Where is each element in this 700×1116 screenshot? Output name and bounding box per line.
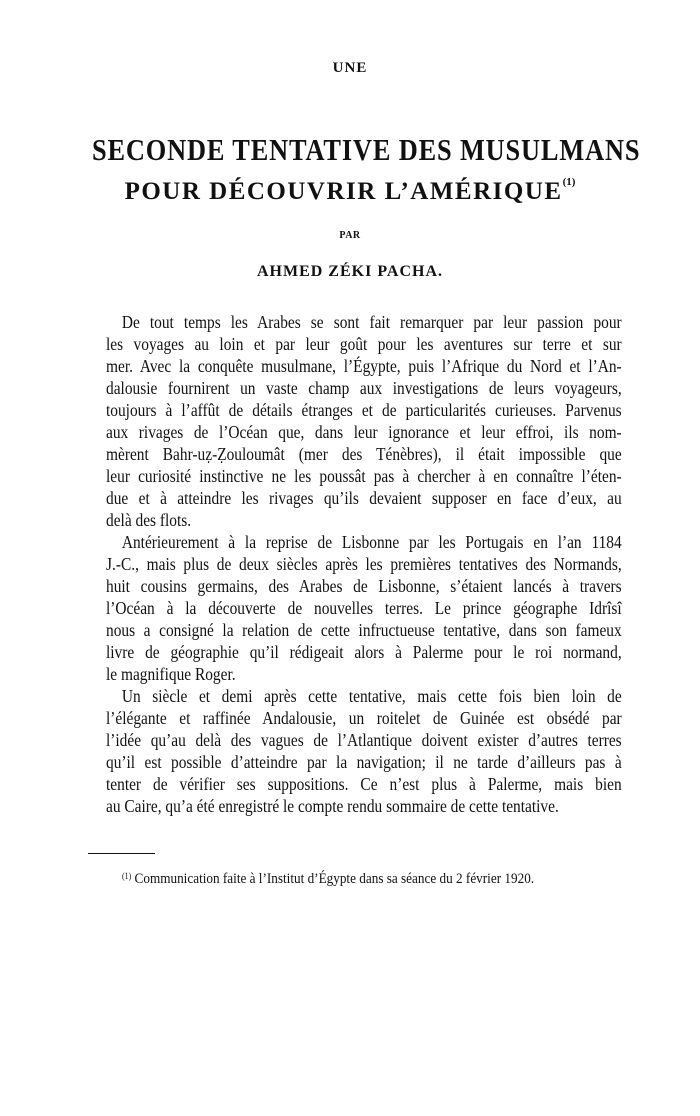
text-line: mèrent Bahr-uẓ-Ẓouloumât (mer des Ténèbres), il était impossible que — [106, 444, 622, 464]
footnote-divider — [88, 853, 155, 854]
text-line: dalousie fournirent un vaste champ aux investigations de leurs voyageurs, — [106, 378, 622, 398]
title-line-2 — [0, 178, 700, 206]
text-line: delà des flots. — [106, 510, 192, 530]
text-line: nous a consigné la relation de cette infructueuse tentative, dans son fameux — [106, 620, 622, 640]
text-line: livre de géographie qu’il rédigeait alors à Palerme pour le roi normand, — [106, 642, 622, 662]
text-line: au Caire, qu’a été enregistré le compte rendu sommaire de cette tentative. — [106, 796, 559, 816]
text-line: due et à atteindre les rivages qu’ils devaient supposer en face d’eux, au — [106, 488, 622, 508]
paragraph — [106, 531, 622, 685]
text-line: huit cousins germains, des Arabes de Lisbonne, s’étaient lancés à travers — [106, 576, 622, 596]
paragraph — [106, 311, 622, 531]
text-line: aux rivages de l’Océan que, dans leur ignorance et leur effroi, ils nom- — [106, 422, 622, 442]
title-footnote-mark[interactable]: (1) — [562, 176, 576, 188]
text-line: Un siècle et demi après cette tentative, mais cette fois bien loin de — [121, 686, 622, 706]
text-line: Antérieurement à la reprise de Lisbonne par les Portugais en l’an 1184 — [121, 532, 622, 552]
text-line: mer. Avec la conquête musulmane, l’Égypte, puis l’Afrique du Nord et l’An- — [106, 356, 622, 376]
footnote-mark: (1) — [122, 871, 132, 881]
text-line: l’Océan à la découverte de nouvelles terres. Le prince géographe Idrîsî — [106, 598, 622, 618]
text-line: J.-C., mais plus de deux siècles après les premières tentatives des Normands, — [106, 554, 622, 574]
text-line: qu’il est possible d’atteindre par la navigation; il ne tarde d’ailleurs pas à — [106, 752, 622, 772]
footnote-text: Communication faite à l’Institut d’Égypte dans sa séance du 2 février 1920. — [134, 871, 535, 887]
pre-title: UNE — [332, 60, 368, 76]
text-line: toujours à l’affût de détails étranges et de particularités curieuses. Parvenus — [106, 400, 622, 420]
text-line: les voyages au loin et par leur goût pour les aventures sur terre et sur — [106, 334, 622, 354]
text-line: De tout temps les Arabes se sont fait remarquer par leur passion pour — [121, 312, 622, 332]
paragraph — [106, 685, 622, 817]
footnote — [122, 871, 590, 888]
body-text — [106, 311, 622, 817]
author: AHMED ZÉKI PACHA. — [256, 263, 444, 280]
title-line-2-text: POUR DÉCOUVRIR L’AMÉRIQUE — [124, 178, 563, 205]
text-line: l’idée qu’au delà des vagues de l’Atlantique doivent exister d’autres terres — [106, 730, 622, 750]
text-line: l’élégante et raffinée Andalousie, un roitelet de Guinée est obsédé par — [106, 708, 622, 728]
by-label: PAR — [339, 230, 361, 241]
title-line-1: SECONDE TENTATIVE DES MUSULMANS — [92, 132, 641, 167]
text-line: leur curiosité instinctive ne les poussât pas à chercher à en connaître l’éten- — [106, 466, 622, 486]
text-line: le magnifique Roger. — [106, 664, 236, 684]
text-line: tenter de vérifier ses suppositions. Ce n’est plus à Palerme, mais bien — [106, 774, 622, 794]
